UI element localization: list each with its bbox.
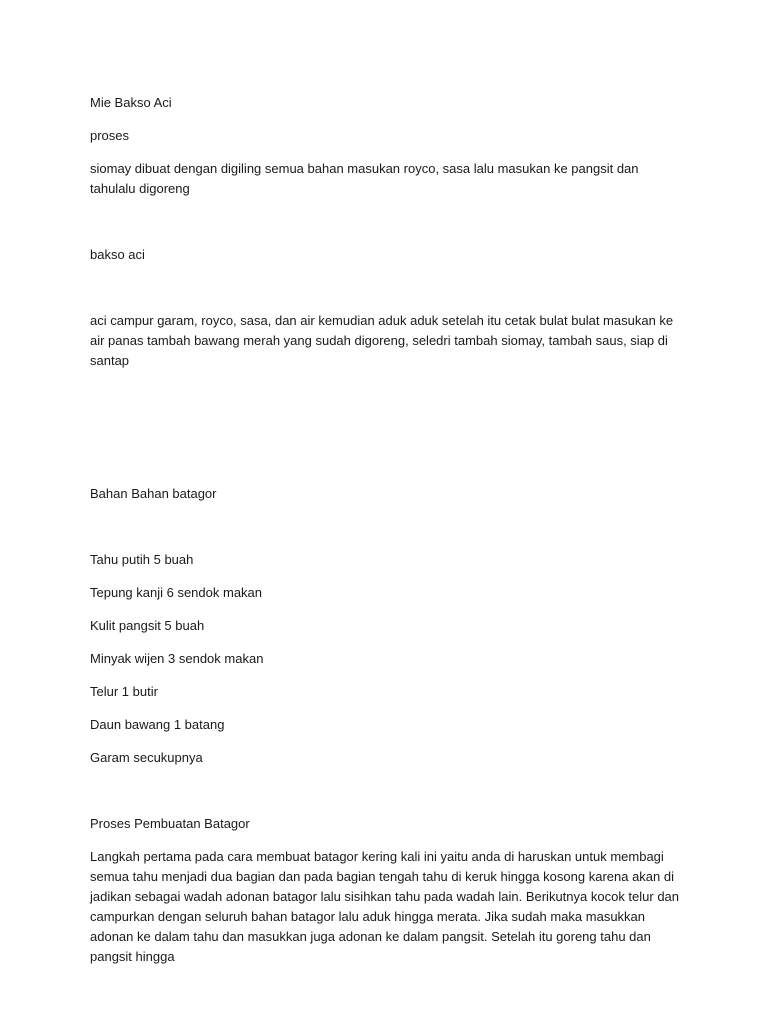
ingredient-item: Garam secukupnya [90,750,203,765]
section-heading-bakso-aci: bakso aci [90,247,145,262]
ingredients-heading: Bahan Bahan batagor [90,486,217,501]
ingredient-item: Tepung kanji 6 sendok makan [90,585,263,600]
ingredient-item: Telur 1 butir [90,684,158,699]
paragraph-siomay: siomay dibuat dengan digiling semua bahan masukan royco, sasa lalu masukan ke pangsit dan tahulalu digoreng [90,161,639,196]
document-title: Mie Bakso Aci [90,95,172,110]
ingredient-item: Minyak wijen 3 sendok makan [90,651,264,666]
paragraph-bakso-aci: aci campur garam, royco, sasa, dan air kemudian aduk aduk setelah itu cetak bulat bulat masukan ke air panas tambah bawang merah yang sudah digoreng, seledri tambah siomay, tambah saus, siap di santap [90,313,674,368]
ingredient-item: Daun bawang 1 batang [90,717,225,732]
ingredient-list [90,550,680,768]
section-heading-proses: proses [90,128,130,143]
process-heading: Proses Pembuatan Batagor [90,816,250,831]
document-body [90,93,680,980]
ingredient-item: Tahu putih 5 buah [90,552,194,567]
ingredient-item: Kulit pangsit 5 buah [90,618,205,633]
paragraph-process: Langkah pertama pada cara membuat batagor kering kali ini yaitu anda di haruskan untuk membagi semua tahu menjadi dua bagian dan pada bagian tengah tahu di keruk hingga kosong karena akan di jadikan sebagai wadah adonan batagor lalu sisihkan tahu pada wadah lain. Berikutnya kocok telur dan campurkan dengan seluruh bahan batagor lalu aduk hingga merata. Jika sudah maka masukkan adonan ke dalam tahu dan masukkan juga adonan ke dalam pangsit. Setelah itu goreng tahu dan pangsit hingga [90,849,680,964]
